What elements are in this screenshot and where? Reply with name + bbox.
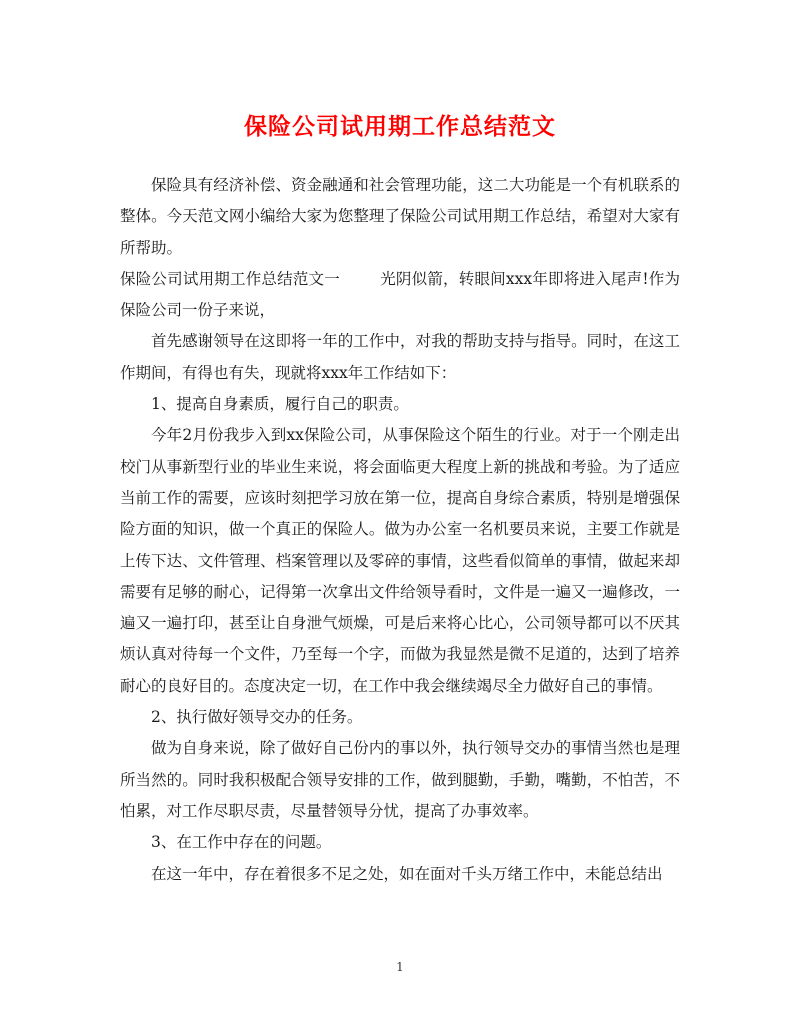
- point-3-heading: 3、在工作中存在的问题。: [151, 833, 332, 852]
- point-1-paragraph: 今年2月份我步入到xx保险公司，从事保险这个陌生的行业。对于一个刚走出校门从事新型行业的毕业生来说，将会面临更大程度上新的挑战和考验。为了适应当前工作的需要，应该时刻把学习放在第一位，提高自身综合素质，特别是增强保险方面的知识，做一个真正的保险人。做为办公室一名机要员来说，主要工作就是上传下达、文件管理、档案管理以及零碎的事情，这些看似简单的事情，做起来却需要有足够的耐心，记得第一次拿出文件给领导看时，文件是一遍又一遍修改，一遍又一遍打印，甚至让自身泄气烦燥，可是后来将心比心，公司领导都可以不厌其烦认真对待每一个文件，乃至每一个字，而做为我显然是微不足道的，达到了培养耐心的良好目的。态度决定一切，在工作中我会继续竭尽全力做好自己的事情。: [120, 426, 680, 695]
- document-title: 保险公司试用期工作总结范文: [244, 114, 556, 140]
- document-body: [120, 170, 680, 890]
- point-3-paragraph: 在这一年中，存在着很多不足之处，如在面对千头万绪工作中，未能总结出: [151, 864, 663, 883]
- point-2-paragraph: 做为自身来说，除了做好自己份内的事以外，执行领导交办的事情当然也是理所当然的。同时我积极配合领导安排的工作，做到腿勤，手勤，嘴勤，不怕苦，不怕累，对工作尽职尽责，尽量替领导分忧，提高了办事效率。: [120, 739, 680, 820]
- intro-paragraph: 保险具有经济补偿、资金融通和社会管理功能，这二大功能是一个有机联系的整体。今天范文网小编给大家为您整理了保险公司试用期工作总结，希望对大家有所帮助。: [120, 176, 680, 257]
- thanks-paragraph: 首先感谢领导在这即将一年的工作中，对我的帮助支持与指导。同时，在这工作期间，有得也有失，现就将xxx年工作结如下：: [120, 332, 680, 382]
- page-number: 1: [396, 960, 404, 974]
- point-2-heading: 2、执行做好领导交办的任务。: [151, 708, 363, 727]
- section-heading: 保险公司试用期工作总结范文一: [120, 269, 340, 288]
- section-heading-paragraph: [120, 264, 680, 327]
- point-1-heading: 1、提高自身素质，履行自己的职责。: [151, 395, 409, 414]
- section-heading-tail: 光阴似箭，转眼间xxx年即将进入尾声!作为保险公司一份子来说，: [120, 269, 680, 320]
